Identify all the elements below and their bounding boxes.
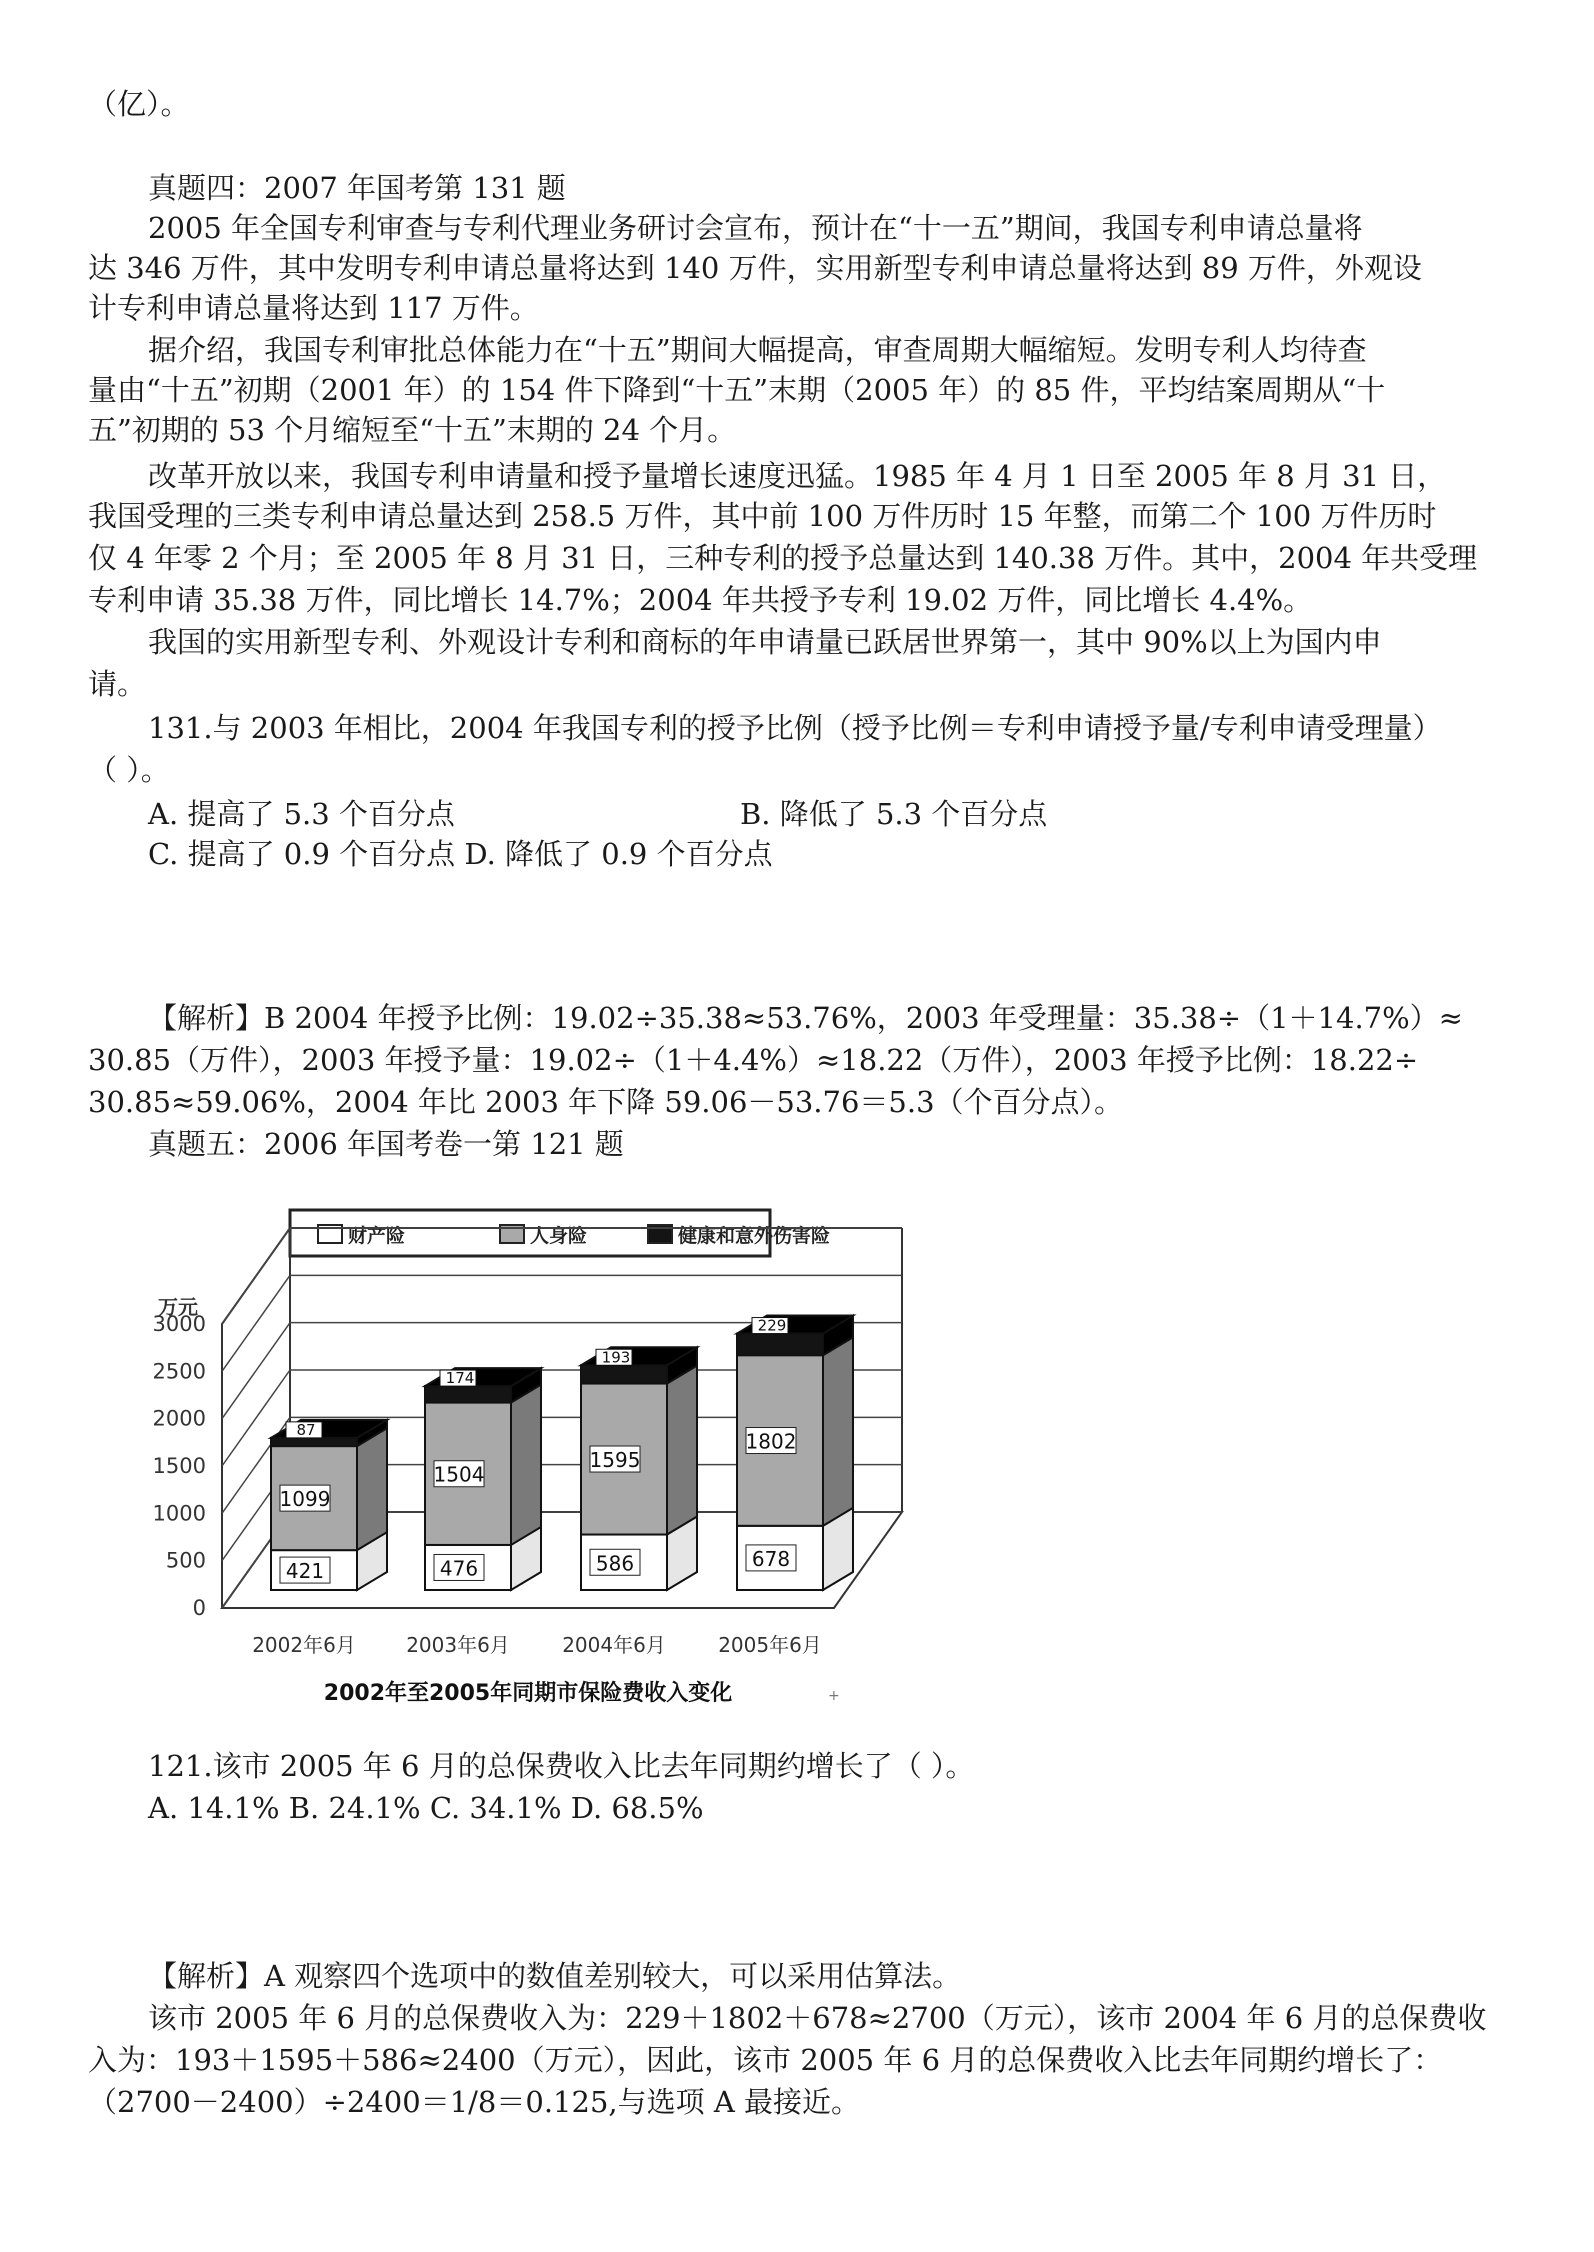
bar-value-label: 193 — [601, 1348, 631, 1367]
text-line: 仅 4 年零 2 个月；至 2005 年 8 月 31 日，三种专利的授予总量达到 140.38 万件。其中，2004 年共受理 — [88, 541, 1478, 575]
bar-value-label: 229 — [757, 1316, 787, 1335]
text-line: 我国的实用新型专利、外观设计专利和商标的年申请量已跃居世界第一，其中 90%以上为国内申 — [148, 625, 1382, 659]
text-line: 五”初期的 53 个月缩短至“十五”末期的 24 个月。 — [88, 413, 737, 447]
bar-value-label: 1504 — [433, 1462, 485, 1487]
options-c-d: C. 提高了 0.9 个百分点 D. 降低了 0.9 个百分点 — [148, 837, 773, 871]
bar-value-label: 678 — [751, 1546, 791, 1571]
x-tick-label: 2003年6月 — [406, 1633, 510, 1657]
bar-value-label: 87 — [296, 1420, 316, 1439]
y-tick-labels — [153, 1312, 206, 1620]
question-heading: 真题五：2006 年国考卷一第 121 题 — [148, 1127, 624, 1161]
text-line: 30.85（万件），2003 年授予量：19.02÷（1＋4.4%）≈18.22（万件），2003 年授予比例：18.22÷ — [88, 1043, 1419, 1077]
bar-side — [823, 1337, 853, 1526]
bar-face — [271, 1438, 357, 1446]
text-line: 量由“十五”初期（2001 年）的 154 件下降到“十五”末期（2005 年）的 85 件，平均结案周期从“十 — [88, 373, 1386, 407]
bar-value-label: 1099 — [279, 1487, 331, 1512]
chart-title: 2002年至2005年同期市保险费收入变化 — [323, 1681, 733, 1706]
text-line: （ ）。 — [88, 753, 170, 787]
bar-segment — [737, 1337, 853, 1526]
x-tick-label: 2004年6月 — [562, 1633, 666, 1657]
y-tick-label: 1500 — [152, 1454, 206, 1478]
text-line: 该市 2005 年 6 月的总保费收入为：229＋1802＋678≈2700（万元），该市 2004 年 6 月的总保费收 — [148, 2001, 1487, 2035]
x-tick-label: 2005年6月 — [718, 1633, 822, 1657]
text-line: （2700－2400）÷2400＝1/8＝0.125,与选项 A 最接近。 — [88, 2085, 860, 2119]
bar-value-label: 174 — [445, 1369, 475, 1388]
text-line: （亿）。 — [88, 87, 190, 121]
gridline-diagonal — [222, 1275, 290, 1371]
legend-label: 财产险 — [348, 1225, 406, 1247]
text-line: 达 346 万件，其中发明专利申请总量将达到 140 万件，实用新型专利申请总量将达到 89 万件，外观设 — [88, 251, 1422, 285]
y-tick-label: 2000 — [152, 1406, 206, 1431]
y-tick-label: 2500 — [152, 1359, 206, 1384]
bar-face — [425, 1386, 511, 1402]
bar-value-label: 1802 — [745, 1429, 797, 1454]
bar-value-label: 421 — [285, 1559, 325, 1584]
chart-legend — [290, 1210, 830, 1256]
text-line: 入为：193＋1595＋586≈2400（万元），因此，该市 2005 年 6 月的总保费收入比去年同期约增长了： — [88, 2043, 1443, 2077]
bar-side — [511, 1385, 541, 1545]
analysis-121: 【解析】A 观察四个选项中的数值差别较大，可以采用估算法。 — [148, 1959, 962, 1993]
question-heading: 真题四：2007 年国考第 131 题 — [148, 171, 566, 205]
option-a: A. 提高了 5.3 个百分点 — [148, 797, 455, 831]
bar-value-label: 476 — [439, 1556, 479, 1581]
y-axis-label: 万元 — [158, 1295, 198, 1319]
y-tick-label: 500 — [165, 1548, 206, 1573]
y-tick-label: 0 — [192, 1596, 206, 1620]
legend-label: 人身险 — [530, 1225, 588, 1247]
text-line: 改革开放以来，我国专利申请量和授予量增长速度迅猛。1985 年 4 月 1 日至 2005 年 8 月 31 日， — [148, 459, 1447, 493]
chart-svg — [140, 1200, 940, 1720]
bar-value-label: 1595 — [589, 1448, 641, 1473]
bar-segment — [581, 1366, 697, 1535]
x-tick-label: 2002年6月 — [252, 1633, 356, 1657]
chart-bars — [271, 1316, 853, 1590]
text-line: 专利申请 35.38 万件，同比增长 14.7%；2004 年共授予专利 19.02 万件，同比增长 4.4%。 — [88, 583, 1313, 617]
stray-mark: + — [828, 1688, 840, 1704]
gridline-diagonal — [222, 1228, 290, 1324]
text-line: 据介绍，我国专利审批总体能力在“十五”期间大幅提高，审查周期大幅缩短。发明专利人均待查 — [148, 333, 1367, 367]
y-tick-label: 3000 — [152, 1312, 206, 1336]
option-b: B. 降低了 5.3 个百分点 — [740, 797, 1048, 831]
insurance-chart — [140, 1200, 940, 1720]
analysis-131: 【解析】B 2004 年授予比例：19.02÷35.38≈53.76%，2003 年受理量：35.38÷（1＋14.7%）≈ — [148, 1001, 1463, 1035]
x-tick-labels — [252, 1633, 822, 1657]
bar-face — [581, 1365, 667, 1383]
text-line: 计专利申请总量将达到 117 万件。 — [88, 291, 539, 325]
question-131: 131.与 2003 年相比，2004 年我国专利的授予比例（授予比例＝专利申请授予量/专利申请受理量） — [148, 711, 1442, 745]
text-line: 请。 — [88, 667, 147, 701]
bar-side — [667, 1366, 697, 1535]
y-tick-label: 1000 — [152, 1501, 206, 1526]
legend-label: 健康和意外伤害险 — [678, 1225, 831, 1247]
bar-side — [357, 1428, 387, 1550]
options-121: A. 14.1% B. 24.1% C. 34.1% D. 68.5% — [148, 1791, 704, 1825]
text-line: 30.85≈59.06%，2004 年比 2003 年下降 59.06－53.76＝5.3（个百分点）。 — [88, 1085, 1124, 1119]
bar-value-label: 586 — [595, 1551, 635, 1576]
gridline-diagonal — [222, 1323, 290, 1419]
question-121: 121.该市 2005 年 6 月的总保费收入比去年同期约增长了（ ）。 — [148, 1749, 975, 1783]
bar-face — [737, 1334, 823, 1356]
text-line: 2005 年全国专利审查与专利代理业务研讨会宣布，预计在“十一五”期间，我国专利申请总量将 — [148, 211, 1363, 245]
text-line: 我国受理的三类专利申请总量达到 258.5 万件，其中前 100 万件历时 15 年整，而第二个 100 万件历时 — [88, 499, 1437, 533]
bar-segment — [425, 1385, 541, 1545]
